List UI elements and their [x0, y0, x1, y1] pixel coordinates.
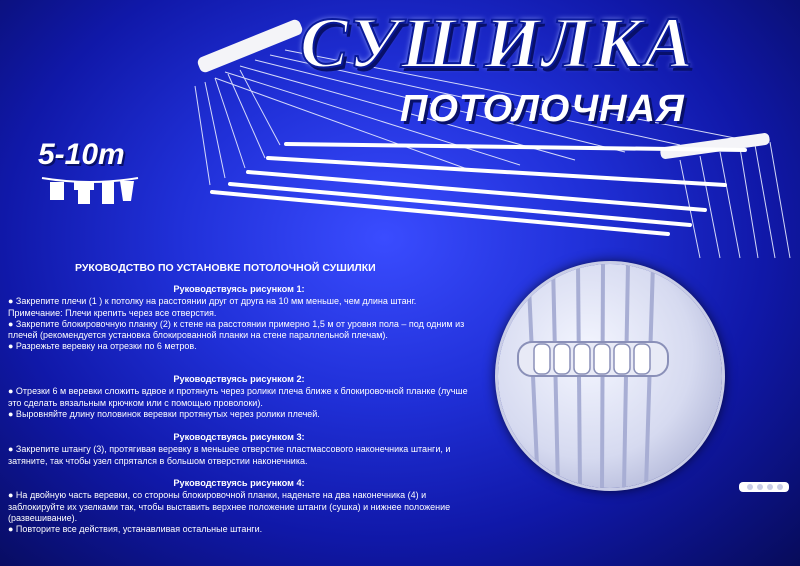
pulley-detail-photo [498, 264, 722, 488]
subtitle: ПОТОЛОЧНАЯ [400, 88, 685, 130]
section-figure-1 [8, 284, 470, 352]
section-title: Руководствуясь рисунком 2: [173, 374, 305, 384]
main-title: СУШИЛКА [300, 3, 695, 83]
instruction-line: ● Выровняйте длину половинок веревки протянутых через ролики плечей. [8, 408, 320, 419]
section-title: Руководствуясь рисунком 4: [173, 478, 305, 488]
section-title: Руководствуясь рисунком 1: [173, 284, 305, 294]
instruction-line: ● Повторите все действия, устанавливая остальные штанги. [8, 523, 263, 534]
instruction-line: Примечание: Плечи крепить через все отверстия. [8, 307, 217, 318]
section-figure-2 [8, 374, 470, 420]
instruction-line: ● Закрепите блокировочную планку (2) к стене на расстоянии примерно 1,5 м от уровня пола – под одним из плечей (рекомендуется установка блокированной планки на стене параллельной плечам). [8, 318, 465, 340]
instruction-line: ● Закрепите штангу (3), протягивая веревку в меньшее отверстие пластмассового наконечника штанги, и затяните, так чтобы узел спрятался в большом отверстии наконечника. [8, 444, 451, 466]
section-figure-4 [8, 478, 470, 535]
instruction-line: ● На двойную часть веревки, со стороны блокировочной планки, наденьте на два наконечника (4) и заблокируйте их узелками так, чтобы выставить верхнее положение штанги (сушка) и нижнее положение (развешивание). [8, 490, 451, 523]
section-title: Руководствуясь рисунком 3: [173, 432, 305, 442]
locking-plank-icon [738, 476, 790, 496]
laundry-icon [40, 172, 140, 212]
instructions-heading: РУКОВОДСТВО ПО УСТАНОВКЕ ПОТОЛОЧНОЙ СУШИЛКИ [75, 262, 376, 274]
instruction-line: ● Разрежьте веревку на отрезки по 6 метров. [8, 341, 197, 352]
instruction-line: ● Отрезки 6 м веревки сложить вдвое и протянуть через ролики плеча ближе к блокировочной планке (лучше это сделать вязальным крючком или с помощью проволоки). [8, 386, 468, 408]
section-figure-3 [8, 432, 470, 467]
length-badge: 5-10m [38, 138, 125, 171]
instruction-line: ● Закрепите плечи (1 ) к потолку на расстоянии друг от друга на 10 мм меньше, чем длина штанг. [8, 296, 417, 307]
